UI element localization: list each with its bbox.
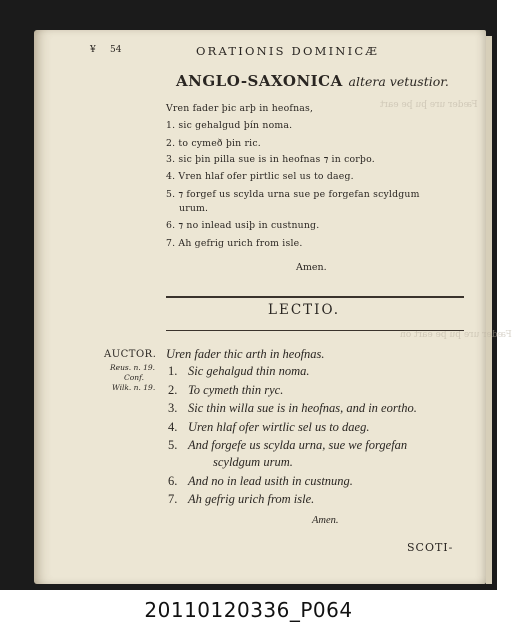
margin-reference: Reus. n. 19. [110, 363, 156, 372]
anglo-saxon-line: 4. Vren hlaf ofer pirtlic sel us to daeg. [166, 171, 354, 182]
amen: Amen. [312, 515, 339, 526]
line-number: 1. [168, 364, 178, 378]
latin-line: Sic thin willa sue is in heofnas, and in eortho. [188, 401, 417, 415]
anglo-saxon-line: 1. sic gehalgud þín noma. [166, 120, 293, 131]
line-number: 4. [168, 420, 178, 434]
line-number: 5. [168, 438, 178, 452]
line-number: 2. [168, 383, 178, 397]
amen: Amen. [296, 262, 327, 273]
section-title [176, 72, 449, 90]
page-edge [486, 36, 492, 584]
anglo-saxon-line: 6. ⁊ no inlead usiþ in custnung. [166, 220, 320, 231]
image-caption: 20110120336_P064 [144, 598, 353, 622]
margin-reference: Wilk. n. 19. [112, 383, 156, 392]
latin-first-line: Uren fader thic arth in heofnas. [166, 347, 325, 361]
latin-line: And forgefe us scylda urna, sue we forgefan [188, 438, 408, 452]
page-number: 54 [110, 45, 122, 55]
anglo-saxon-line: 7. Ah gefrig urich from isle. [166, 238, 303, 249]
latin-line: Sic gehalgud thin noma. [188, 364, 310, 378]
line-number: 3. [168, 401, 178, 415]
bleed-through: Fæder ure þu þe eart on [400, 330, 512, 340]
line-number: 7. [168, 492, 178, 506]
anglo-saxon-line: 2. to cymeð þin ric. [166, 138, 261, 149]
catchword: SCOTI- [407, 541, 454, 554]
latin-line: Ah gefrig urich from isle. [188, 492, 315, 506]
divider-rule [166, 330, 464, 331]
latin-line: To cymeth thin ryc. [188, 383, 284, 397]
running-head: ORATIONIS DOMINICÆ [196, 44, 380, 58]
lectio-title: LECTIO. [268, 302, 341, 318]
divider-rule [166, 296, 464, 298]
section-title-text: ANGLO-SAXONICA [176, 72, 343, 90]
auctor-label: AUCTOR. [104, 349, 157, 360]
anglo-saxon-line: Vren fader þic arþ in heofnas, [166, 103, 314, 114]
margin-reference: Conf. [124, 373, 144, 382]
bleed-through: Fæder ure þu þe eart [380, 100, 478, 110]
margin-mark: ¥ [90, 45, 96, 55]
latin-line: scyldgum urum. [213, 455, 293, 469]
line-number: 6. [168, 474, 178, 488]
anglo-saxon-line: 3. sic þin pilla sue is in heofnas ⁊ in corþo. [166, 154, 375, 165]
anglo-saxon-line: 5. ⁊ forgef us scylda urna sue pe forgefan scyldgum [166, 189, 420, 200]
latin-line: Uren hlaf ofer wirtlic sel us to daeg. [188, 420, 370, 434]
latin-line: And no in lead usith in custnung. [188, 474, 353, 488]
section-subtitle: altera vetustior. [348, 74, 449, 89]
anglo-saxon-line: urum. [179, 203, 209, 214]
